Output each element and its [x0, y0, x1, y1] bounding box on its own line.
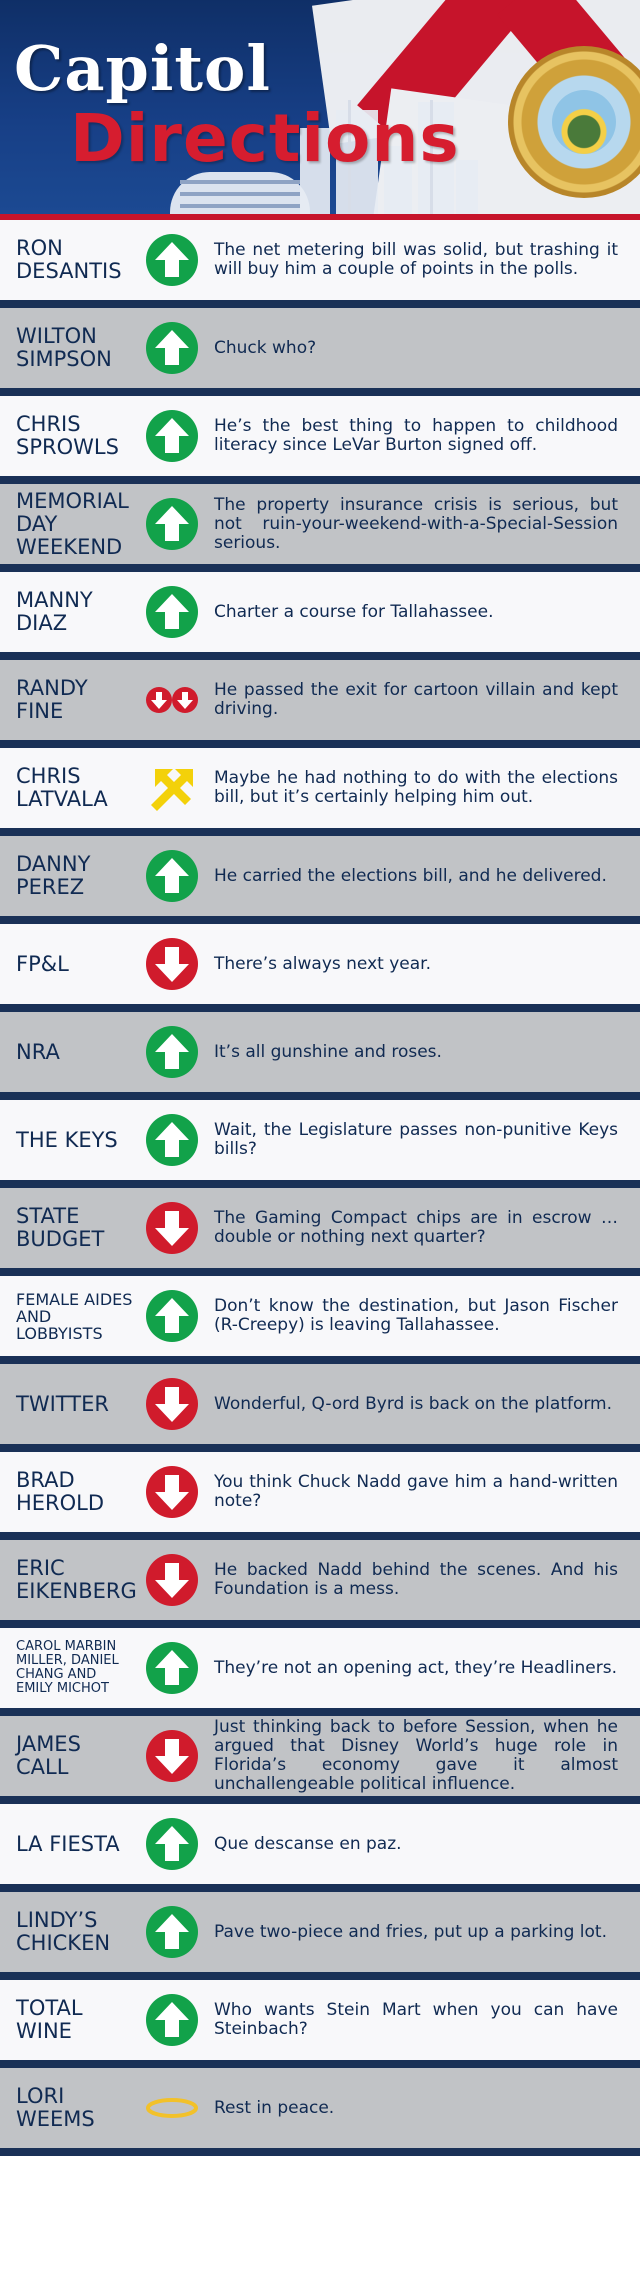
commentary-wrapper: [214, 1276, 618, 1356]
subject-name: TWITTER: [16, 1391, 109, 1416]
title-capitol: Capitol: [14, 32, 271, 105]
commentary-wrapper: [214, 484, 618, 564]
subject-name: BRAD HEROLD: [16, 1468, 105, 1515]
double-red-down-arrow-icon: [145, 673, 199, 727]
subject-name: STATE BUDGET: [16, 1204, 105, 1251]
list-item: [0, 1716, 640, 1804]
subject-name: MANNY DIAZ: [16, 588, 93, 635]
red-down-arrow-icon: [145, 1201, 199, 1255]
subject-name: RANDY FINE: [16, 676, 88, 723]
list-item: [0, 1364, 640, 1452]
skyline-detail: [180, 180, 300, 184]
commentary-wrapper: [214, 1452, 618, 1532]
list-item: [0, 2068, 640, 2156]
commentary-text: Wonderful, Q-ord Byrd is back on the platform.: [214, 1393, 613, 1414]
subject-name: RON DESANTIS: [16, 236, 122, 283]
list-item: [0, 748, 640, 836]
commentary-text: Que descanse en paz.: [214, 1833, 402, 1854]
list-item: [0, 572, 640, 660]
subject-name: CHRIS SPROWLS: [16, 412, 119, 459]
header-banner: [0, 0, 640, 220]
list-item: [0, 308, 640, 396]
red-down-arrow-icon: [145, 1465, 199, 1519]
commentary-text: It’s all gunshine and roses.: [214, 1041, 442, 1062]
halo-icon: [145, 2081, 199, 2135]
commentary-wrapper: [214, 1012, 618, 1092]
list-item: [0, 1276, 640, 1364]
commentary-text: Rest in peace.: [214, 2097, 335, 2118]
list-item: [0, 1804, 640, 1892]
green-up-arrow-icon: [145, 1905, 199, 1959]
green-up-arrow-icon: [145, 1025, 199, 1079]
subject-name: FEMALE AIDES AND LOBBYISTS: [16, 1289, 133, 1343]
green-up-arrow-icon: [145, 1993, 199, 2047]
list-item: [0, 1452, 640, 1540]
list-item: [0, 836, 640, 924]
list-item: [0, 1628, 640, 1716]
commentary-wrapper: [214, 836, 618, 916]
commentary-wrapper: [214, 1188, 618, 1268]
subject-name: TOTAL WINE: [16, 1996, 83, 2043]
subject-name: CHRIS LATVALA: [16, 764, 108, 811]
commentary-text: You think Chuck Nadd gave him a hand-written note?: [214, 1472, 618, 1511]
list-item: [0, 1980, 640, 2068]
commentary-wrapper: [214, 1980, 618, 2060]
subject-name: JAMES CALL: [16, 1732, 81, 1779]
list-item: [0, 396, 640, 484]
commentary-text: Don’t know the destination, but Jason Fischer (R-Creepy) is leaving Tallahassee.: [214, 1296, 618, 1335]
yellow-crossed-arrows-icon: [145, 761, 199, 815]
subject-name: LORI WEEMS: [16, 2084, 95, 2131]
subject-name: WILTON SIMPSON: [16, 324, 112, 371]
commentary-text: Who wants Stein Mart when you can have Steinbach?: [214, 2000, 618, 2039]
commentary-wrapper: [214, 2068, 618, 2148]
list-item: [0, 660, 640, 748]
commentary-wrapper: [214, 748, 618, 828]
commentary-wrapper: [214, 924, 618, 1004]
commentary-text: He’s the best thing to happen to childhood literacy since LeVar Burton signed off.: [214, 416, 618, 455]
red-down-arrow-icon: [145, 1729, 199, 1783]
subject-name: DANNY PEREZ: [16, 852, 91, 899]
subject-name: CAROL MARBIN MILLER, DANIEL CHANG AND EMILY MICHOT: [16, 1639, 119, 1696]
green-up-arrow-icon: [145, 409, 199, 463]
directions-list: [0, 220, 640, 2156]
commentary-text: Pave two-piece and fries, put up a parking lot.: [214, 1921, 607, 1942]
red-down-arrow-icon: [145, 1553, 199, 1607]
commentary-wrapper: [214, 220, 618, 300]
commentary-text: The property insurance crisis is serious, but not ruin-your-weekend-with-a-Special-Session serious.: [214, 494, 618, 553]
subject-name: THE KEYS: [16, 1127, 118, 1152]
list-item: [0, 1188, 640, 1276]
commentary-wrapper: [214, 1628, 618, 1708]
green-up-arrow-icon: [145, 1289, 199, 1343]
subject-name: MEMORIAL DAY WEEKEND: [16, 488, 129, 559]
commentary-wrapper: [214, 660, 618, 740]
commentary-text: Maybe he had nothing to do with the elections bill, but it’s certainly helping him out.: [214, 768, 618, 807]
commentary-text: He backed Nadd behind the scenes. And his Foundation is a mess.: [214, 1560, 618, 1599]
list-item: [0, 1540, 640, 1628]
seal-center: [552, 90, 616, 154]
green-up-arrow-icon: [145, 497, 199, 551]
list-item: [0, 1012, 640, 1100]
commentary-wrapper: [214, 1716, 618, 1796]
commentary-wrapper: [214, 1100, 618, 1180]
list-item: [0, 220, 640, 308]
commentary-text: There’s always next year.: [214, 953, 431, 974]
commentary-text: The net metering bill was solid, but trashing it will buy him a couple of points in the polls.: [214, 240, 618, 279]
commentary-wrapper: [214, 1892, 618, 1972]
skyline-detail: [180, 204, 300, 208]
subject-name: LINDY’S CHICKEN: [16, 1908, 111, 1955]
commentary-wrapper: [214, 572, 618, 652]
red-down-arrow-icon: [145, 937, 199, 991]
list-item: [0, 924, 640, 1012]
commentary-text: Just thinking back to before Session, when he argued that Disney World’s huge role in Florida’s economy gave it almost unchallengeable political influence.: [214, 1717, 618, 1794]
green-up-arrow-icon: [145, 1641, 199, 1695]
commentary-wrapper: [214, 1364, 618, 1444]
subject-name: LA FIESTA: [16, 1831, 120, 1856]
green-up-arrow-icon: [145, 585, 199, 639]
green-up-arrow-icon: [145, 1113, 199, 1167]
skyline-detail: [180, 192, 300, 196]
commentary-text: Chuck who?: [214, 337, 317, 358]
commentary-text: The Gaming Compact chips are in escrow … double or nothing next quarter?: [214, 1208, 618, 1247]
commentary-text: He carried the elections bill, and he delivered.: [214, 865, 607, 886]
green-up-arrow-icon: [145, 321, 199, 375]
green-up-arrow-icon: [145, 849, 199, 903]
green-up-arrow-icon: [145, 1817, 199, 1871]
list-item: [0, 484, 640, 572]
commentary-text: Wait, the Legislature passes non-punitive Keys bills?: [214, 1120, 618, 1159]
list-item: [0, 1892, 640, 1980]
commentary-wrapper: [214, 308, 618, 388]
title-directions: Directions: [70, 100, 460, 177]
list-item: [0, 1100, 640, 1188]
subject-name: ERIC EIKENBERG: [16, 1556, 137, 1603]
subject-name: FP&L: [16, 951, 69, 976]
subject-name: NRA: [16, 1039, 60, 1064]
commentary-text: They’re not an opening act, they’re Headliners.: [214, 1657, 617, 1678]
commentary-wrapper: [214, 1540, 618, 1620]
commentary-wrapper: [214, 396, 618, 476]
commentary-wrapper: [214, 1804, 618, 1884]
red-down-arrow-icon: [145, 1377, 199, 1431]
commentary-text: Charter a course for Tallahassee.: [214, 601, 494, 622]
green-up-arrow-icon: [145, 233, 199, 287]
commentary-text: He passed the exit for cartoon villain and kept driving.: [214, 680, 618, 719]
